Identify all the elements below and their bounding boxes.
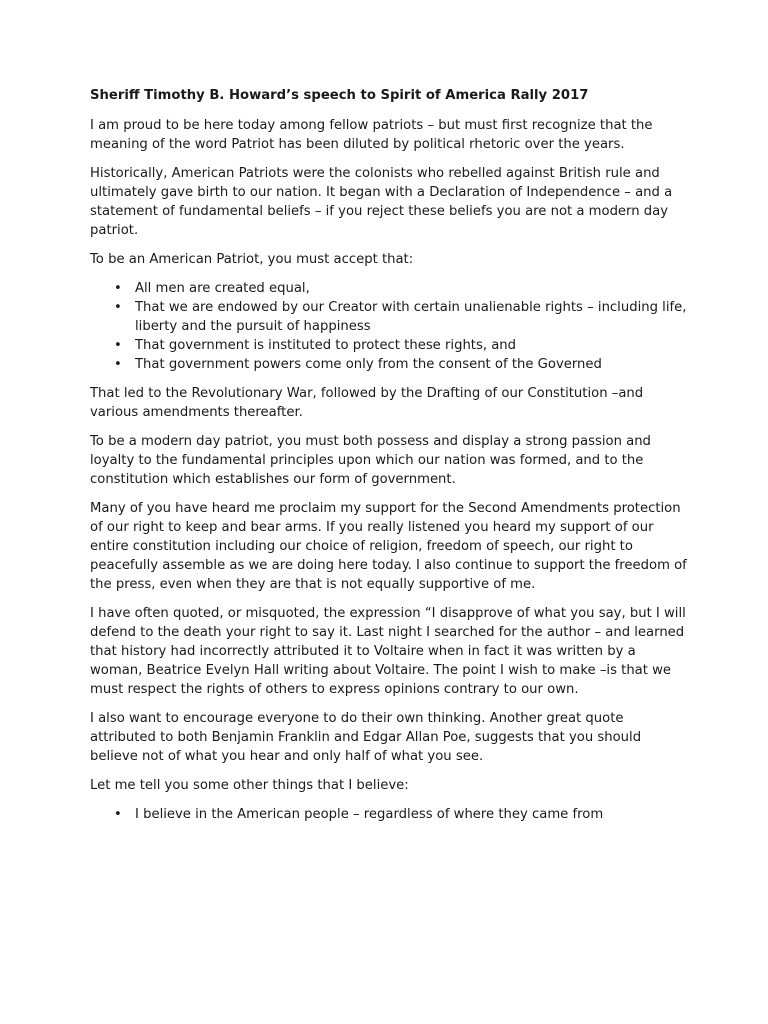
other-beliefs-list [90, 805, 690, 824]
paragraph-4: That led to the Revolutionary War, followed by the Drafting of our Constitution –and various amendments thereafter. [90, 386, 644, 420]
document-title: Sheriff Timothy B. Howard’s speech to Spirit of America Rally 2017 [90, 88, 589, 103]
list-item-text: All men are created equal, [135, 281, 310, 296]
bullet-icon: • [114, 338, 122, 353]
beliefs-list [90, 279, 690, 374]
paragraph-7: I have often quoted, or misquoted, the expression “I disapprove of what you say, but I will defend to the death your right to say it. Last night I searched for the author – and learned that history had incorrectly attributed it to Voltaire when in fact it was written by a woman, Beatrice Evelyn Hall writing about Voltaire. The point I wish to make –is that we must respect the rights of others to express opinions contrary to our own. [90, 606, 686, 697]
list-item [90, 279, 690, 298]
list-item [90, 336, 690, 355]
paragraph-5: To be a modern day patriot, you must both possess and display a strong passion and loyalty to the fundamental principles upon which our nation was formed, and to the constitution which establishes our form of government. [90, 434, 651, 487]
paragraph-2: Historically, American Patriots were the colonists who rebelled against British rule and ultimately gave birth to our nation. It began with a Declaration of Independence – and a statement of fundamental beliefs – if you reject these beliefs you are not a modern day patriot. [90, 166, 673, 238]
paragraph-8: I also want to encourage everyone to do their own thinking. Another great quote attributed to both Benjamin Franklin and Edgar Allan Poe, suggests that you should believe not of what you hear and only half of what you see. [90, 711, 642, 764]
list-item-text: That government powers come only from the consent of the Governed [135, 357, 602, 372]
bullet-icon: • [114, 300, 122, 315]
paragraph-1: I am proud to be here today among fellow patriots – but must first recognize that the meaning of the word Patriot has been diluted by political rhetoric over the years. [90, 118, 653, 152]
bullet-icon: • [114, 807, 122, 822]
bullet-icon: • [114, 281, 122, 296]
list-item [90, 298, 690, 336]
paragraph-6: Many of you have heard me proclaim my support for the Second Amendments protection of our right to keep and bear arms. If you really listened you heard my support of our entire constitution including our choice of religion, freedom of speech, our right to peacefully assemble as we are doing here today. I also continue to support the freedom of the press, even when they are that is not equally supportive of me. [90, 501, 687, 592]
paragraph-9: Let me tell you some other things that I believe: [90, 778, 409, 793]
paragraph-3: To be an American Patriot, you must accept that: [90, 252, 414, 267]
list-item [90, 805, 690, 824]
list-item-text: That government is instituted to protect these rights, and [135, 338, 517, 353]
list-item [90, 355, 690, 374]
document-page [90, 86, 690, 834]
list-item-text: I believe in the American people – regardless of where they came from [135, 807, 604, 822]
bullet-icon: • [114, 357, 122, 372]
list-item-text: That we are endowed by our Creator with certain unalienable rights – including life, liberty and the pursuit of happiness [135, 300, 687, 334]
